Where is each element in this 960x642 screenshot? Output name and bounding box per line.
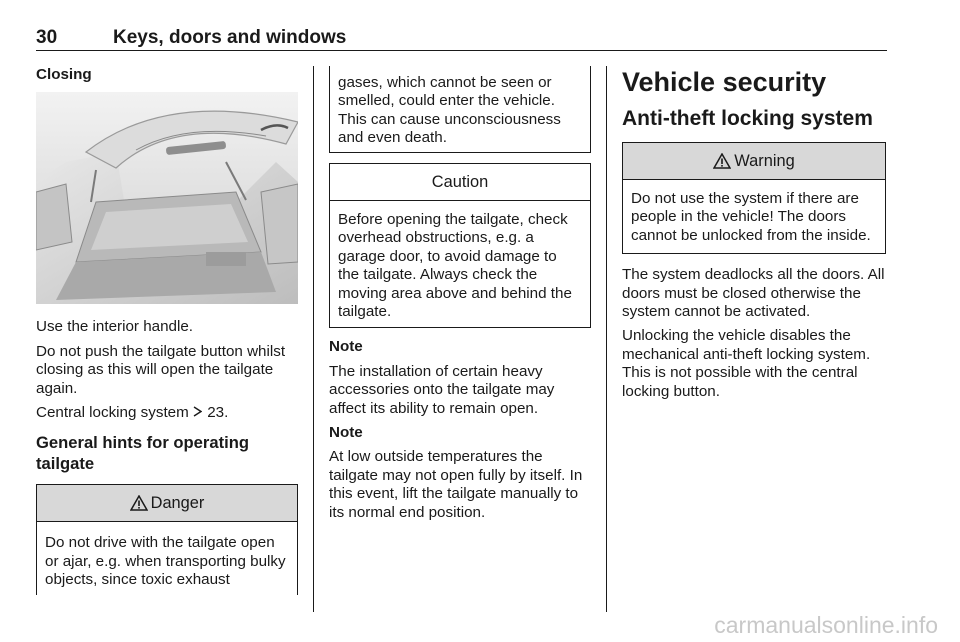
arrow-ref-icon (193, 404, 203, 422)
heading-vehicle-security: Vehicle security (622, 67, 827, 97)
warning-box-text: Do not use the system if there are people in the vehicle! The doors cannot be unlocked from the inside. (631, 190, 871, 244)
chapter-title: Keys, doors and windows (113, 27, 347, 48)
header-rule (36, 50, 887, 51)
danger-box-text: Do not drive with the tailgate open or ajar, e.g. when transporting bulky objects, since toxic exhaust (45, 534, 286, 589)
para-tailgate-button: Do not push the tailgate button whilst closing as this will open the tailgate again. (36, 342, 286, 397)
central-locking-text: Central locking system (36, 404, 193, 422)
para-central-locking (36, 404, 298, 422)
arrow-ref-svg (193, 406, 202, 417)
page-number: 30 (36, 27, 58, 48)
note-1 (329, 338, 591, 418)
note-1-text: The installation of certain heavy accessories onto the tailgate may affect its ability to remain open. (329, 362, 555, 417)
section-heading-closing: Closing (36, 66, 92, 83)
note-1-label: Note (329, 338, 363, 356)
danger-box-continued-text: gases, which cannot be seen or smelled, could enter the vehicle. This can cause unconsciousness and even death. (338, 74, 561, 147)
warning-triangle-icon (130, 495, 148, 511)
caution-box-title: Caution (431, 172, 489, 191)
danger-box-continued (329, 66, 591, 153)
danger-box (36, 484, 298, 595)
tailgate-illustration (36, 92, 298, 304)
note-2 (329, 424, 591, 522)
warning-triangle-svg (713, 153, 731, 169)
para-unlocking: Unlocking the vehicle disables the mechanical anti-theft locking system. This is not possible with the central locking button. (622, 327, 871, 400)
para-deadlocks: The system deadlocks all the doors. All doors must be closed otherwise the system cannot be activated. (622, 266, 885, 321)
para-interior-handle: Use the interior handle. (36, 318, 194, 336)
column-2 (329, 66, 591, 522)
watermark-text: carmanualsonline.info (714, 612, 938, 638)
tailgate-illustration-svg (36, 92, 298, 304)
caution-box-header (330, 164, 590, 201)
column-1 (36, 66, 298, 595)
warning-triangle-icon (713, 153, 731, 169)
warning-box (622, 142, 886, 254)
column-divider-2 (606, 66, 607, 612)
column-divider-1 (313, 66, 314, 612)
danger-box-header (37, 485, 297, 522)
caution-box (329, 163, 591, 328)
heading-anti-theft: Anti-theft locking system (622, 107, 873, 130)
note-2-label: Note (329, 424, 363, 442)
danger-box-title: Danger (150, 494, 205, 513)
subheading-general-hints: General hints for operating tailgate (36, 433, 249, 474)
note-2-text: At low outside temperatures the tailgate may not open fully by itself. In this event, lift the tailgate manually to its normal end position. (329, 448, 583, 521)
warning-triangle-svg (130, 495, 148, 511)
warning-box-title: Warning (734, 151, 795, 170)
caution-box-text: Before opening the tailgate, check overhead obstructions, e.g. a garage door, to avoid damage to the tailgate. Always check the moving area above and behind the tailgate. (338, 211, 572, 321)
central-locking-page-link[interactable]: 23. (207, 404, 229, 422)
warning-box-header (623, 143, 885, 180)
column-3 (622, 66, 886, 407)
